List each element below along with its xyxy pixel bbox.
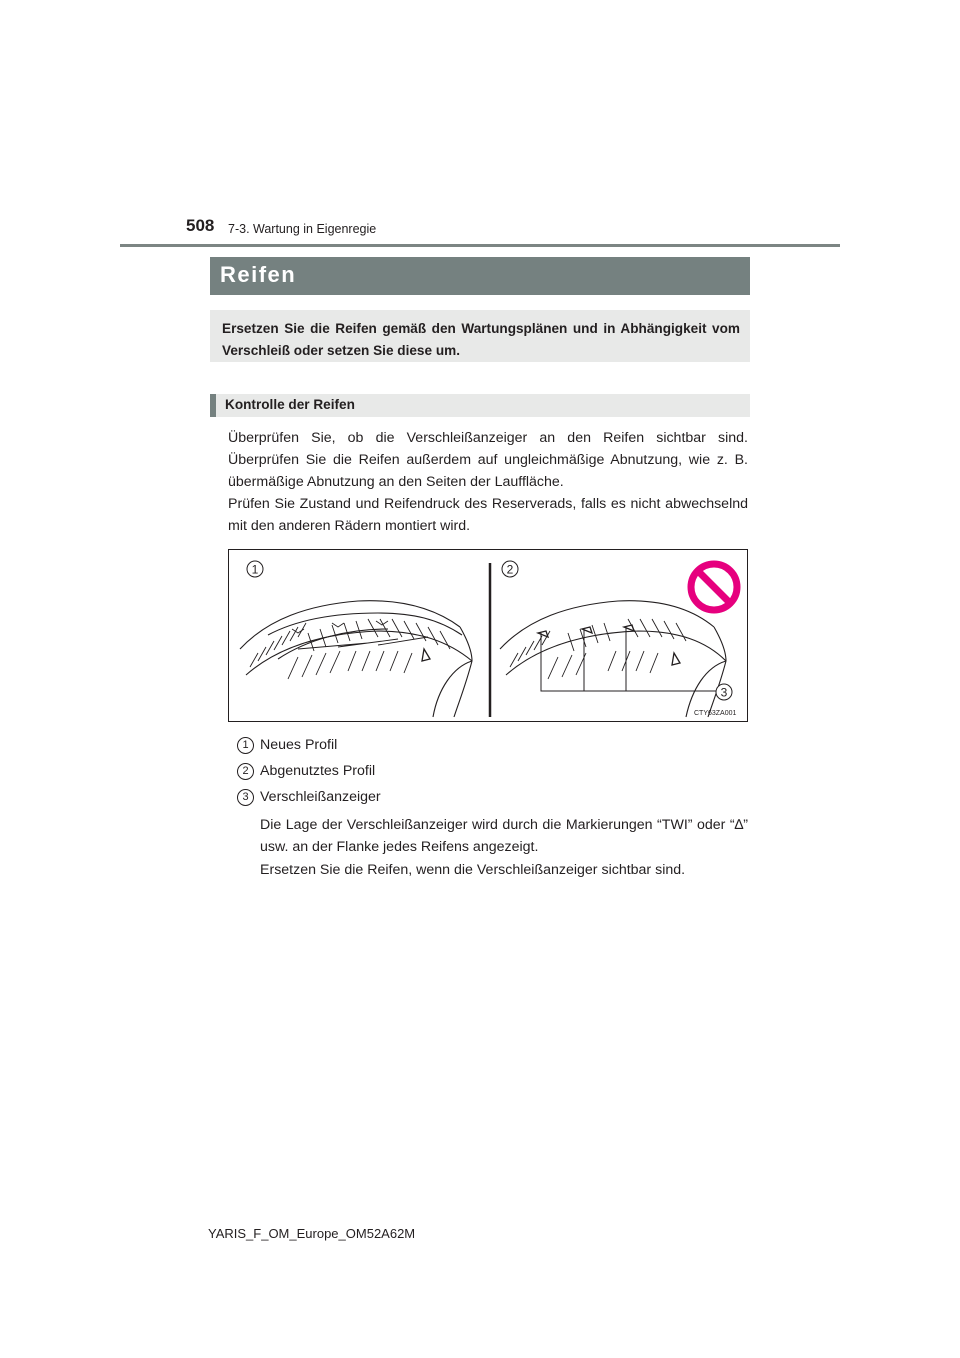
subsection-bar [210, 394, 750, 417]
paragraph-wear-check: Überprüfen Sie, ob die Verschleißanzeiger an den Reifen sichtbar sind. Überprüfen Sie die Reifen außerdem auf ungleichmäßige Abnutzung, wie z. B. übermäßige Abnutzung an den Seiten der Lauffläche. [228, 430, 748, 490]
svg-text:1: 1 [251, 562, 259, 577]
intro-box [210, 310, 750, 362]
legend-label: Neues Profil [260, 737, 338, 753]
subsection-title: Kontrolle der Reifen [225, 397, 355, 412]
legend-label: Verschleißanzeiger [260, 789, 381, 805]
page-number: 508 [186, 216, 215, 235]
svg-text:3: 3 [720, 685, 728, 700]
subsection-accent [210, 394, 216, 417]
callout-new-tread [247, 561, 263, 577]
intro-text: Ersetzen Sie die Reifen gemäß den Wartungsplänen und in Abhängigkeit vom Verschleiß oder setzen Sie diese um. [222, 321, 740, 358]
callout-wear-indicator [716, 684, 732, 700]
note-indicator-location: Die Lage der Verschleißanzeiger wird durch die Markierungen “TWI” oder “∆” usw. an der Flanke jedes Reifens angezeigt. [260, 817, 748, 855]
title-bar [210, 257, 750, 295]
page-title: Reifen [220, 262, 297, 287]
note-replace-tires: Ersetzen Sie die Reifen, wenn die Verschleißanzeiger sichtbar sind. [260, 862, 686, 878]
section-reference: 7-3. Wartung in Eigenregie [228, 222, 377, 236]
footer-code: YARIS_F_OM_Europe_OM52A62M [208, 1226, 416, 1241]
legend-number: 1 [237, 737, 254, 754]
svg-text:2: 2 [506, 562, 514, 577]
legend-number: 2 [237, 763, 254, 780]
legend-number: 3 [237, 789, 254, 806]
tire-figure [228, 549, 748, 722]
header-divider [120, 244, 840, 247]
figure-code: CTY63ZA001 [694, 710, 737, 717]
callout-worn-tread [502, 561, 518, 577]
legend-label: Abgenutztes Profil [260, 763, 376, 779]
paragraph-spare-wheel: Prüfen Sie Zustand und Reifendruck des Reserverads, falls es nicht abwechselnd mit den anderen Rädern montiert wird. [228, 496, 748, 534]
